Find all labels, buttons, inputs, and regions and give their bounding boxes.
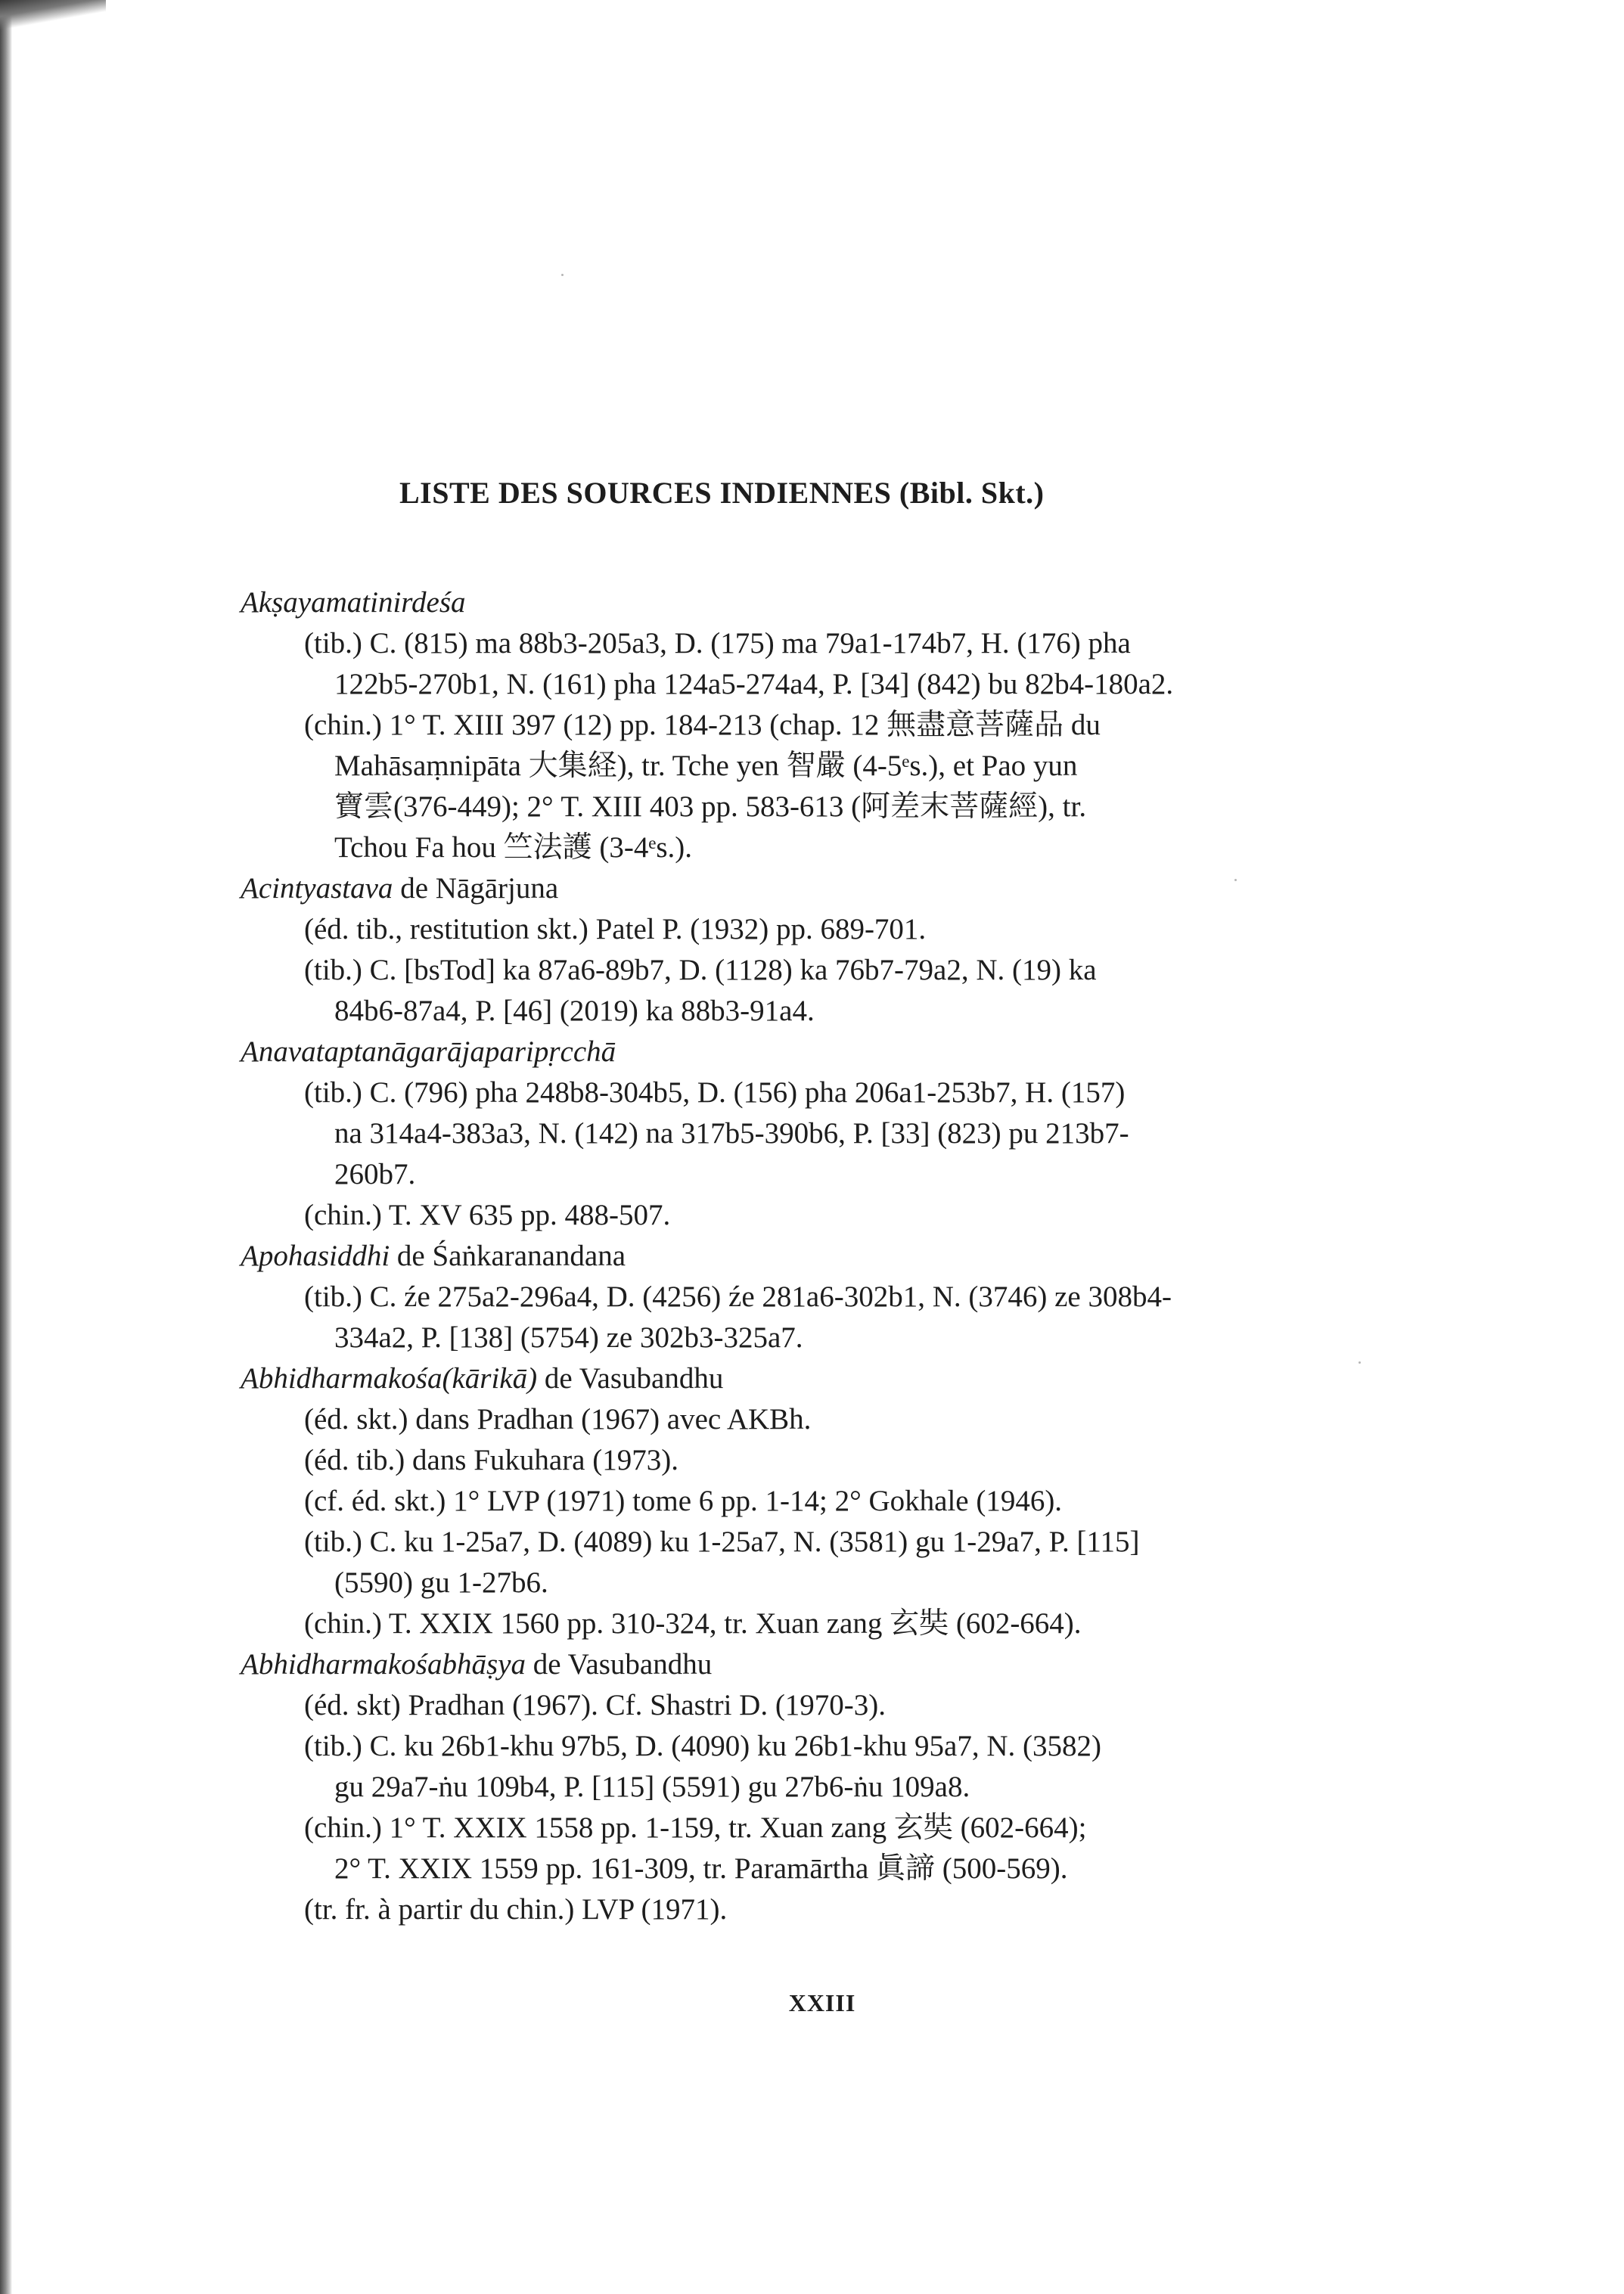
source-reference bbox=[241, 623, 1330, 705]
work-title: Anavataptanāgarājaparipṛcchā bbox=[241, 1035, 616, 1068]
work-author: de Vasubandhu bbox=[533, 1648, 713, 1681]
source-reference bbox=[241, 1808, 1330, 1889]
reference-line: (tib.) C. źe 275a2-296a4, D. (4256) źe 281a6-302b1, N. (3746) ze 308b4- bbox=[304, 1280, 1172, 1313]
page-title: LISTE DES SOURCES INDIENNES (Bibl. Skt.) bbox=[399, 476, 1045, 510]
work-author: de Śaṅkaranandana bbox=[396, 1240, 626, 1272]
source-reference bbox=[241, 1685, 1330, 1726]
reference-line: (chin.) 1° T. XIII 397 (12) pp. 184-213 (chap. 12 無盡意菩薩品 du bbox=[304, 709, 1101, 741]
work-title: Abhidharmakośa(kārikā) bbox=[241, 1362, 538, 1395]
reference-line: (éd. tib.) dans Fukuhara (1973). bbox=[304, 1444, 678, 1476]
source-reference bbox=[241, 1603, 1330, 1644]
reference-line: (5590) gu 1-27b6. bbox=[334, 1566, 548, 1599]
reference-line: (tib.) C. ku 26b1-khu 97b5, D. (4090) ku 26b1-khu 95a7, N. (3582) bbox=[304, 1730, 1101, 1762]
reference-line: 84b6-87a4, P. [46] (2019) ka 88b3-91a4. bbox=[334, 995, 815, 1027]
entry-heading bbox=[241, 582, 1330, 623]
binding-edge bbox=[0, 0, 12, 2294]
reference-line: (tib.) C. (815) ma 88b3-205a3, D. (175) ma 79a1-174b7, H. (176) pha bbox=[304, 627, 1131, 660]
entry-heading bbox=[241, 1032, 1330, 1072]
paper-speck bbox=[561, 274, 564, 276]
source-reference bbox=[241, 1399, 1330, 1440]
reference-line: 260b7. bbox=[334, 1158, 416, 1190]
reference-line: 334a2, P. [138] (5754) ze 302b3-325a7. bbox=[334, 1321, 803, 1354]
source-reference bbox=[241, 1440, 1330, 1481]
reference-line: (éd. skt) Pradhan (1967). Cf. Shastri D. (1970-3). bbox=[304, 1689, 887, 1721]
reference-line: 122b5-270b1, N. (161) pha 124a5-274a4, P. [34] (842) bu 82b4-180a2. bbox=[334, 668, 1174, 700]
reference-line: (éd. skt.) dans Pradhan (1967) avec AKBh. bbox=[304, 1403, 812, 1436]
work-author: de Nāgārjuna bbox=[400, 872, 559, 905]
entry-heading bbox=[241, 1644, 1330, 1685]
work-title: Apohasiddhi bbox=[241, 1240, 390, 1272]
work-title: Abhidharmakośabhāṣya bbox=[241, 1648, 526, 1681]
reference-line: (chin.) T. XV 635 pp. 488-507. bbox=[304, 1199, 671, 1231]
reference-line: (tib.) C. (796) pha 248b8-304b5, D. (156) pha 206a1-253b7, H. (157) bbox=[304, 1076, 1126, 1109]
source-reference bbox=[241, 1889, 1330, 1930]
work-title: Akṣayamatinirdeśa bbox=[241, 586, 466, 619]
page-number: XXIII bbox=[788, 1989, 856, 2016]
source-reference bbox=[241, 1522, 1330, 1603]
entry-heading bbox=[241, 1358, 1330, 1399]
source-reference bbox=[241, 1481, 1330, 1522]
source-reference bbox=[241, 1072, 1330, 1195]
reference-line: (tib.) C. [bsTod] ka 87a6-89b7, D. (1128) ka 76b7-79a2, N. (19) ka bbox=[304, 954, 1097, 986]
reference-line: (tr. fr. à partir du chin.) LVP (1971). bbox=[304, 1893, 728, 1926]
reference-line: (éd. tib., restitution skt.) Patel P. (1932) pp. 689-701. bbox=[304, 913, 927, 945]
source-reference bbox=[241, 950, 1330, 1032]
entry-heading bbox=[241, 868, 1330, 909]
source-reference bbox=[241, 1195, 1330, 1236]
source-reference bbox=[241, 705, 1330, 868]
reference-line: (tib.) C. ku 1-25a7, D. (4089) ku 1-25a7, N. (3581) gu 1-29a7, P. [115] bbox=[304, 1526, 1140, 1558]
source-reference bbox=[241, 909, 1330, 950]
source-reference bbox=[241, 1277, 1330, 1358]
reference-line: (chin.) T. XXIX 1560 pp. 310-324, tr. Xuan zang 玄奘 (602-664). bbox=[304, 1607, 1082, 1640]
reference-line: 2° T. XXIX 1559 pp. 161-309, tr. Paramārtha 眞諦 (500-569). bbox=[334, 1852, 1068, 1885]
bibliography-list bbox=[241, 582, 1330, 1930]
reference-line: (chin.) 1° T. XXIX 1558 pp. 1-159, tr. Xuan zang 玄奘 (602-664); bbox=[304, 1811, 1087, 1844]
page-corner-shadow bbox=[0, 0, 106, 36]
reference-line: na 314a4-383a3, N. (142) na 317b5-390b6, P. [33] (823) pu 213b7- bbox=[334, 1117, 1129, 1150]
source-reference bbox=[241, 1726, 1330, 1808]
reference-line: 寶雲(376-449); 2° T. XIII 403 pp. 583-613 (阿差末菩薩經), tr. bbox=[334, 790, 1087, 823]
reference-line: Mahāsaṃnipāta 大集経), tr. Tche yen 智嚴 (4-5ᵉs.), et Pao yun bbox=[334, 750, 1078, 782]
work-title: Acintyastava bbox=[241, 872, 393, 905]
reference-line: gu 29a7-ṅu 109b4, P. [115] (5591) gu 27b6-ṅu 109a8. bbox=[334, 1771, 970, 1803]
work-author: de Vasubandhu bbox=[544, 1362, 724, 1395]
entry-heading bbox=[241, 1236, 1330, 1277]
reference-line: (cf. éd. skt.) 1° LVP (1971) tome 6 pp. 1-14; 2° Gokhale (1946). bbox=[304, 1485, 1063, 1517]
reference-line: Tchou Fa hou 竺法護 (3-4ᵉs.). bbox=[334, 831, 693, 864]
paper-speck bbox=[1359, 1361, 1361, 1364]
